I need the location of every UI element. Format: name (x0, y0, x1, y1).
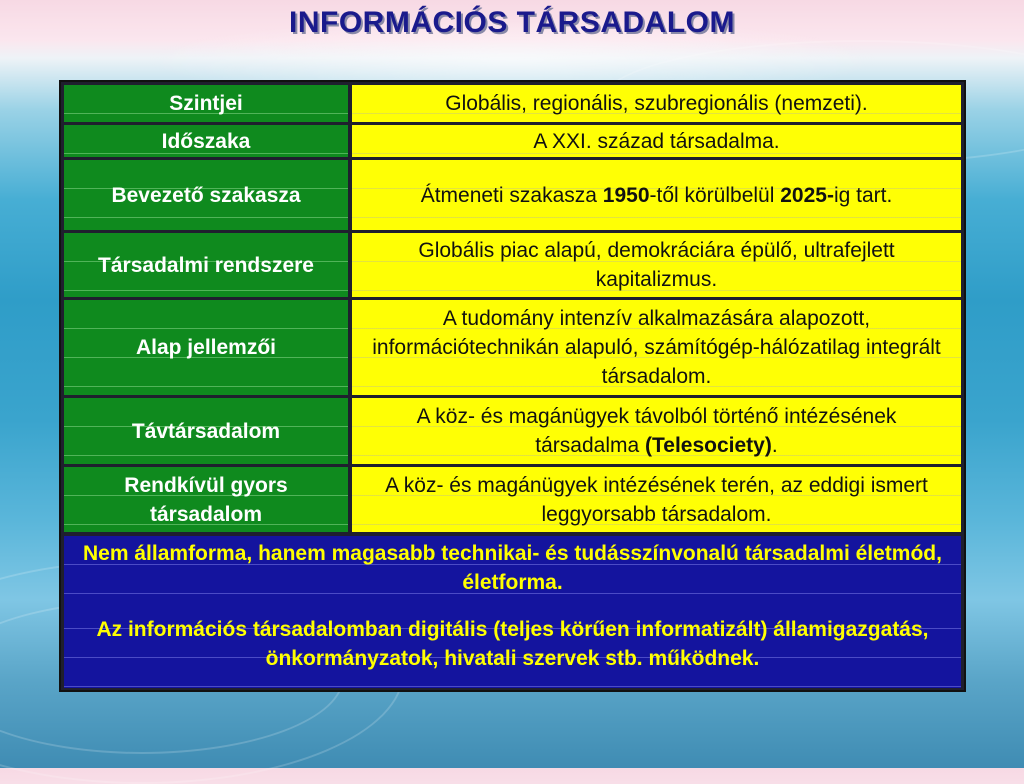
row-text (352, 160, 961, 230)
row-label: Távtársadalom (64, 398, 348, 464)
info-table (59, 80, 966, 692)
row-text-part: . (771, 434, 778, 457)
telesociety-term: (Telesociety) (645, 434, 772, 457)
row-text-part: Átmeneti szakasza (420, 183, 603, 207)
row-text: Globális piac alapú, demokráciára épülő, ultrafejlett kapitalizmus. (352, 233, 961, 297)
row-text-part: ig tart. (833, 183, 893, 207)
table-row (64, 467, 961, 532)
year-end: 2025- (780, 183, 834, 207)
row-text: Globális, regionális, szubregionális (nemzeti). (352, 85, 961, 122)
footer-text: Az információs társadalomban digitális (teljes körűen informatizált) államigazgatás, önkormányzatok, hivatali szervek stb. működnek. (64, 600, 961, 688)
table-row (64, 125, 961, 157)
row-text: A tudomány intenzív alkalmazására alapozott, információtechnikán alapuló, számítógép-hálózatilag integrált társadalom. (352, 300, 961, 395)
row-label: Bevezető szakasza (64, 160, 348, 230)
row-text-part: A köz- és magánügyek távolból történő intézésének társadalma (416, 405, 897, 457)
table-row (64, 233, 961, 297)
year-start: 1950 (602, 183, 650, 207)
row-text-part: -től körülbelül (649, 183, 781, 207)
row-label: Társadalmi rendszere (64, 233, 348, 297)
table-row (64, 85, 961, 122)
footer-row (64, 536, 961, 600)
page-title: INFORMÁCIÓS TÁRSADALOM (289, 6, 735, 39)
row-label: Időszaka (64, 125, 348, 157)
row-label: Alap jellemzői (64, 300, 348, 395)
footer-row (64, 600, 961, 688)
row-text: A XXI. század társadalma. (352, 125, 961, 157)
row-text: A köz- és magánügyek intézésének terén, az eddigi ismert leggyorsabb társadalom. (352, 467, 961, 532)
table-row (64, 300, 961, 395)
row-text (352, 398, 961, 464)
row-label: Rendkívül gyors társadalom (64, 467, 348, 532)
footer-text: Nem államforma, hanem magasabb technikai- és tudásszínvonalú társadalmi életmód, életforma. (64, 536, 961, 600)
table-row (64, 160, 961, 230)
table-row (64, 398, 961, 464)
row-label: Szintjei (64, 85, 348, 122)
